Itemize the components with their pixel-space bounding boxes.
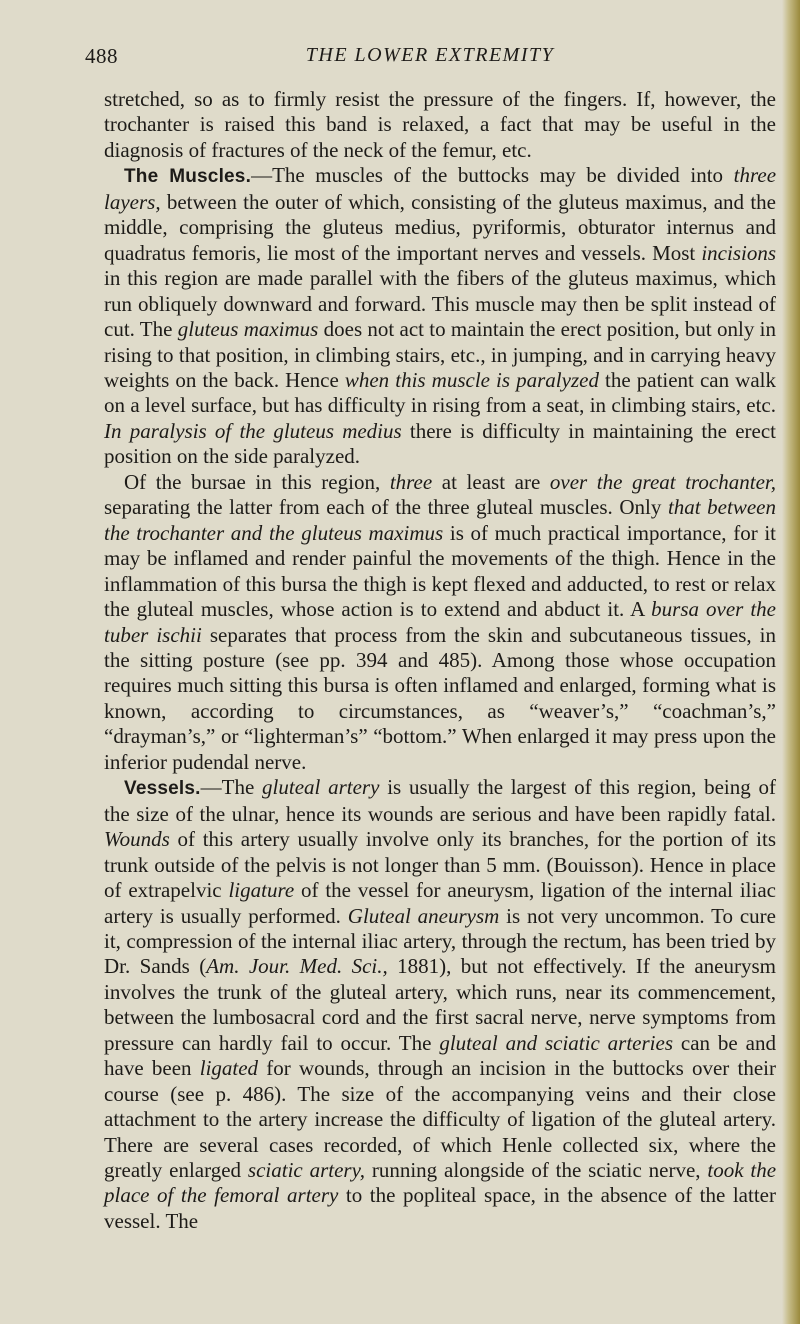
italic-text: sciatic artery, <box>247 1158 365 1183</box>
italic-text: three <box>389 469 433 494</box>
text-run: running alongside of the sciatic nerve, <box>364 1158 708 1183</box>
italic-text: over the great trochanter, <box>549 469 776 494</box>
italic-text: ligated <box>199 1056 259 1081</box>
paragraph <box>104 163 776 469</box>
italic-text: when this muscle is paralyzed <box>344 367 599 392</box>
page-header <box>85 44 775 78</box>
italic-text: ligature <box>228 878 295 903</box>
text-run: is of much practical importance, for it may be inflamed and render painful the movements of the thigh. Hence in the inflammation of this bursa the thigh is kept flexed and adducted, to rest or relax the gluteal muscles, whose action is to extend and abduct it. A <box>104 520 776 622</box>
text-run: Of the bursae in this region, <box>124 469 390 494</box>
italic-text: incisions <box>701 240 776 265</box>
italic-text: bursa over the tuber ischii <box>104 597 776 647</box>
running-head: THE LOWER EXTREMITY <box>305 44 555 66</box>
text-run: to the popliteal space, in the absence of the latter vessel. The <box>104 1183 776 1233</box>
italic-text: gluteal and sciatic arteries <box>439 1030 673 1055</box>
italic-text: Wounds <box>104 827 170 852</box>
text-run: between the outer of which, consisting of the gluteus maximus, and the middle, comprising the gluteus medius, pyriformis, obturator internus and quadratus femoris, lie most of the important nerves and vessels. Most <box>104 189 776 265</box>
page-edge <box>782 0 800 1324</box>
text-run: 1881), but not effectively. If the aneurysm involves the trunk of the gluteal artery, which runs, near its commencement, between the lumbosacral cord and the first sacral nerve, nerve symptoms from pressure can hardly fail to occur. The <box>104 954 776 1055</box>
italic-text: took the place of the femoral artery <box>104 1158 777 1208</box>
text-run: in this region are made parallel with the fibers of the gluteus maximus, which run obliquely downward and forward. This muscle may then be split instead of cut. The <box>104 266 776 342</box>
text-run: can be and have been <box>104 1030 776 1081</box>
text-run: at least are <box>432 469 550 494</box>
paragraph <box>104 775 776 1234</box>
section-heading: Vessels. <box>124 778 201 800</box>
text-run: separates that process from the skin and subcutaneous tissues, in the sitting posture (see pp. 394 and 485). Among those whose occupation requires much sitting this bursa is often inflamed and enlarged, forming what is known, according to circumstances, as “weaver’s,” “coachman’s,” “drayman’s,” or “lighterman’s” “bottom.” When enlarged it may press upon the inferior pudendal nerve. <box>104 622 776 774</box>
italic-text: that between the trochanter and the gluteus maximus <box>104 495 776 545</box>
text-run: for wounds, through an incision in the buttocks over their course (see p. 486). The size of the accompanying veins and their close attachment to the artery increase the difficulty of ligation of the gluteal artery. There are several cases recorded, of which Henle collected six, where the greatly enlarged <box>104 1056 776 1183</box>
section-heading: The Muscles. <box>124 166 252 188</box>
text-run: —The muscles of the buttocks may be divided into <box>251 163 734 188</box>
italic-text: three layers, <box>104 163 777 214</box>
page-number: 488 <box>85 44 118 68</box>
paragraph <box>104 470 776 775</box>
text-run: stretched, so as to firmly resist the pressure of the fingers. If, however, the trochanter is raised this band is relaxed, a fact that may be useful in the diagnosis of fractures of the neck of the femur, etc. <box>104 87 776 162</box>
text-run: the patient can walk on a level surface, but has difficulty in rising from a seat, in climbing stairs, etc. <box>104 367 776 418</box>
body-text <box>104 87 776 1234</box>
italic-text: Gluteal aneurysm <box>347 903 500 928</box>
italic-text: gluteal artery <box>262 775 380 800</box>
text-run: of this artery usually involve only its branches, for the portion of its trunk outside of the pelvis is not longer than 5 mm. (Bouisson). Hence in place of extrapelvic <box>104 827 776 903</box>
text-run: does not act to maintain the erect position, but only in rising to that position, in climbing stairs, etc., in jumping, and in carrying heavy weights on the back. Hence <box>104 317 776 392</box>
italic-text: In paralysis of the gluteus medius <box>104 418 402 443</box>
italic-text: gluteus maximus <box>177 317 319 342</box>
text-run: there is difficulty in maintaining the erect position on the side paralyzed. <box>104 418 776 469</box>
italic-text: Am. Jour. Med. Sci., <box>206 954 388 979</box>
text-run: separating the latter from each of the three gluteal muscles. Only <box>104 495 668 520</box>
text-run: is usually the largest of this region, being of the size of the ulnar, hence its wounds are serious and have been rapidly fatal. <box>104 775 776 826</box>
paragraph <box>104 87 776 163</box>
text-run: —The <box>200 775 263 800</box>
text-run: of the vessel for aneurysm, ligation of the internal iliac artery is usually performed. <box>104 878 776 928</box>
text-run: is not very uncommon. To cure it, compression of the internal iliac artery, through the rectum, has been tried by Dr. Sands ( <box>104 903 776 979</box>
